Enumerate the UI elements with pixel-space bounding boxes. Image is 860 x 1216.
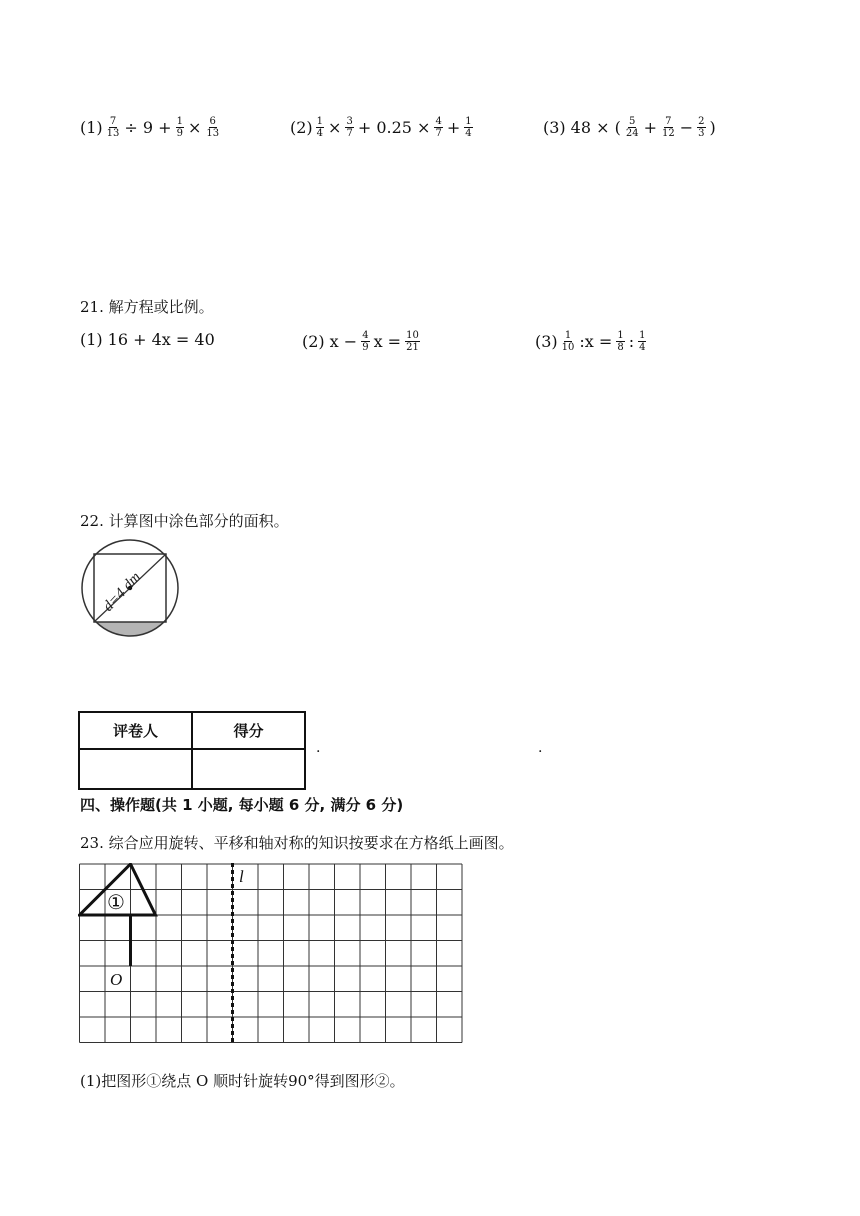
fraction — [205, 116, 220, 139]
q22-title: 22. 计算图中涂色部分的面积。 — [80, 512, 289, 530]
axis-label: l — [239, 867, 244, 886]
math-text: + — [643, 118, 657, 137]
numerator: 7 — [665, 116, 672, 127]
numerator: 1 — [176, 116, 183, 127]
item-number: (2) — [302, 332, 325, 351]
fraction — [316, 116, 324, 139]
numerator: 1 — [564, 330, 572, 341]
q20-expr-2 — [290, 116, 474, 139]
dot-mark-2: . — [538, 740, 543, 756]
numerator: 4 — [435, 116, 442, 127]
item-number: (1) — [80, 330, 103, 349]
dot-mark-1: . — [316, 740, 321, 756]
math-text: : — [628, 332, 635, 351]
denominator: 24 — [625, 128, 639, 139]
score-table — [78, 711, 306, 790]
denominator: 7 — [435, 128, 442, 139]
denominator: 21 — [406, 342, 419, 353]
numerator: 3 — [346, 116, 353, 127]
math-text: ÷ 9 + — [124, 118, 172, 137]
numerator: 1 — [617, 330, 624, 341]
q21-eq-3 — [535, 330, 647, 353]
math-text: :x = — [579, 332, 613, 351]
math-text: − — [679, 118, 694, 137]
fraction — [697, 116, 705, 139]
q23-sub-1: (1)把图形①绕点 O 顺时针旋转90°得到图形②。 — [80, 1072, 405, 1090]
grader-cell[interactable] — [79, 749, 192, 789]
fraction — [561, 330, 576, 353]
math-text: × — [328, 118, 342, 137]
q20-expr-3 — [543, 116, 719, 139]
fraction — [106, 116, 121, 139]
denominator: 9 — [176, 128, 183, 139]
q23-title: 23. 综合应用旋转、平移和轴对称的知识按要求在方格纸上画图。 — [80, 834, 514, 852]
math-text: + 0.25 × — [357, 118, 431, 137]
numerator: 4 — [362, 330, 369, 341]
section-4-title: 四、操作题(共 1 小题, 每小题 6 分, 满分 6 分) — [80, 796, 404, 814]
numerator: 1 — [639, 330, 646, 341]
numerator: 10 — [406, 330, 419, 341]
math-text: ) — [709, 118, 716, 137]
grid-lines — [80, 864, 463, 1043]
q21-title: 21. 解方程或比例。 — [80, 298, 214, 316]
math-text: + — [446, 118, 461, 137]
denominator: 4 — [316, 128, 324, 139]
grader-header: 评卷人 — [79, 712, 192, 749]
fraction — [638, 330, 646, 353]
denominator: 7 — [346, 128, 353, 139]
fraction — [405, 330, 420, 353]
fraction — [661, 116, 676, 139]
denominator: 13 — [106, 128, 120, 139]
math-text: 16 + 4x = 40 — [107, 330, 215, 349]
math-text: × — [187, 118, 202, 137]
denominator: 10 — [561, 342, 575, 353]
score-header: 得分 — [192, 712, 305, 749]
item-number: (3) — [543, 118, 566, 137]
numerator: 1 — [316, 116, 324, 127]
circle-square-figure — [76, 538, 184, 638]
fraction — [616, 330, 624, 353]
denominator: 8 — [617, 342, 624, 353]
numerator: 2 — [698, 116, 705, 127]
q21-eq-1 — [80, 330, 218, 349]
shape-1-label: ① — [107, 890, 125, 914]
denominator: 12 — [662, 128, 675, 139]
numerator: 7 — [109, 116, 117, 127]
math-text: 48 × ( — [570, 118, 621, 137]
grid-paper — [78, 863, 466, 1047]
denominator: 9 — [362, 342, 369, 353]
item-number: (2) — [290, 118, 313, 137]
math-text: x = — [373, 332, 402, 351]
diameter-label: d=4 dm — [100, 569, 145, 615]
item-number: (1) — [80, 118, 103, 137]
fraction — [464, 116, 472, 139]
numerator: 6 — [209, 116, 216, 127]
fraction — [434, 116, 442, 139]
denominator: 4 — [639, 342, 646, 353]
denominator: 4 — [465, 128, 472, 139]
q21-eq-2 — [302, 330, 421, 353]
score-cell[interactable] — [192, 749, 305, 789]
fraction — [176, 116, 184, 139]
fraction — [361, 330, 369, 353]
point-o-label: O — [110, 970, 123, 989]
fraction — [625, 116, 640, 139]
item-number: (3) — [535, 332, 558, 351]
numerator: 5 — [629, 116, 636, 127]
denominator: 3 — [698, 128, 705, 139]
denominator: 13 — [206, 128, 220, 139]
numerator: 1 — [465, 116, 472, 127]
math-text: x − — [329, 332, 358, 351]
q20-expr-1 — [80, 116, 221, 139]
fraction — [345, 116, 353, 139]
